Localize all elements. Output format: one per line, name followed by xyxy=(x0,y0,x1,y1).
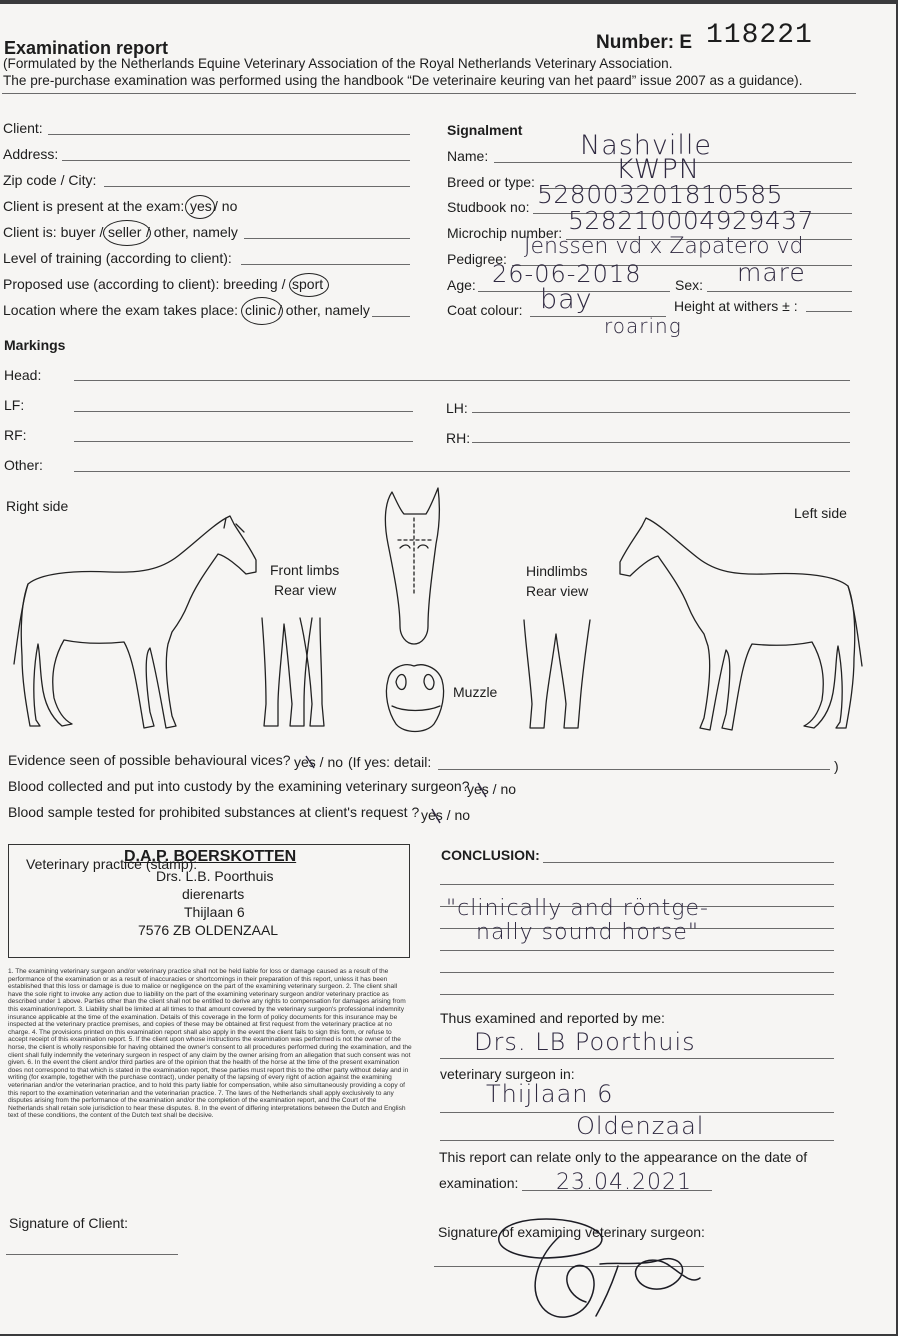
muzzle-label: Muzzle xyxy=(453,684,498,700)
pedigree-value: Jenssen vd x Zapatero vd xyxy=(524,234,804,259)
location-clinic: clinic xyxy=(245,302,277,318)
vices-close-paren: ) xyxy=(834,758,839,774)
subtitle-2: The pre-purchase examination was performed using the handbook “De veterinaire keuring van het paard” issue 2007 as a guidance). xyxy=(3,73,803,88)
studbook-value: 528003201810585 xyxy=(537,180,784,209)
vices-yes-no: yes / no xyxy=(294,754,344,770)
proposed-use-sport: sport xyxy=(292,276,324,292)
location-other: / other, namely xyxy=(278,302,370,318)
examination-report-sheet xyxy=(0,4,896,1334)
examined-by-label: Thus examined and reported by me: xyxy=(440,1010,665,1026)
coat-colour-value-2: roaring xyxy=(604,314,682,338)
horse-name-value: Nashville xyxy=(580,130,713,161)
conditions-small-print: 1. The examining veterinary surgeon and/or veterinary practice shall not be held liable for loss or damage caused as a result of the performance of the examination or as a result of inaccuracies or shortcomings in their preparation of this report, unless it has been established that this loss or damage is due to malice or negligence on the part of the examining veterinary surgeon. 2. The client shall have the sole right to invoke any action due to liability on the part of the examining veterinary surgeon and/or veterinary practice as described under 1 above. Parties other than the client shall not be entitled to derive any rights to compensation for damages arising from this examination/report. 3. Liability shall be limited at all times to that amount covered by the veterinary surgeon's professional indemnity insurance applicable at the time of the examination. Details of this coverage in the form of policy documents for this insurance may be inspected at the veterinary practice premises, and copies of these may be obtained at first request from the veterinary practice at no charge. 4. The provisions printed on this examination report shall also apply in the event the client fails to sign this form, or refuse to accept receipt of this examination report. 5. If the client upon whose instructions the examination was performed is not the owner of the horse, the client is wholly responsible for having obtained the owner's consent to all procedures performed during the examination, and the client shall fully indemnify the veterinary surgeon in respect of any claim by the owner arising from an allegation that such consent was not given. 6. In the event the client and/or third parties are of the opinion that the health of the horse at the time of the present examination does not correspond to that which is stated in the examination report, these parties must report this to the other party without delay and in writing (for example, together with the purchase contract), under penalty of the lapsing of every right of action against the examining veterinarian and/or the veterinarian practice, and to hold this party liable for compensation, while also simultaneously providing a copy of this report to the examination veterinarian and the veterinarian practice. 7. The laws of the Netherlands shall apply exclusively to any disputes arising from the performance of the examination and/or the completion of the examination report, and the Court of the Netherlands shall retain sole jurisdiction to hear these disputes. 8. In the event of differing interpretations between the Dutch and English text of these conditions, the content of the Dutch text shall be decisive. xyxy=(8,968,412,1120)
breed-label: Breed or type: xyxy=(447,174,535,190)
vet-in-value-1: Thijlaan 6 xyxy=(486,1080,614,1108)
client-present-yes: yes xyxy=(190,198,212,214)
stamp-line-3: dierenarts xyxy=(182,886,245,902)
horse-name-label: Name: xyxy=(447,148,489,164)
coat-colour-label: Coat colour: xyxy=(447,302,523,318)
studbook-label: Studbook no: xyxy=(447,199,530,215)
report-number: 118221 xyxy=(706,20,813,51)
microchip-value: 528210004929437 xyxy=(568,206,815,235)
vet-signature-label: Signature of examining veterinary surgeon: xyxy=(438,1224,705,1240)
client-is-label: Client is: buyer / xyxy=(3,224,104,240)
conclusion-text-2: nally sound horse" xyxy=(476,920,699,945)
left-side-label: Left side xyxy=(794,505,847,521)
address-label: Address: xyxy=(3,146,59,162)
marking-head-label: Head: xyxy=(4,367,42,383)
conclusion-label: CONCLUSION: xyxy=(441,847,540,863)
signalment-heading: Signalment xyxy=(447,122,523,138)
relate-text: This report can relate only to the appearance on the date of xyxy=(439,1149,808,1165)
stamp-label: Veterinary practice (stamp): xyxy=(26,856,198,872)
pedigree-label: Pedigree: xyxy=(447,251,507,267)
zip-label: Zip code / City: xyxy=(3,172,97,188)
report-title: Examination report xyxy=(4,38,169,58)
subtitle-1: (Formulated by the Netherlands Equine Veterinary Association of the Royal Netherlands Veterinary Association. xyxy=(3,56,673,71)
marking-other-label: Other: xyxy=(4,457,43,473)
right-side-label: Right side xyxy=(6,498,69,514)
stamp-line-2: Drs. L.B. Poorthuis xyxy=(156,868,274,884)
blood-collected-question: Blood collected and put into custody by the examining veterinary surgeon? xyxy=(8,778,470,794)
training-label: Level of training (according to client): xyxy=(3,250,232,266)
front-limbs-label: Front limbs xyxy=(270,562,340,578)
proposed-use-label: Proposed use (according to client): breeding / xyxy=(3,276,286,292)
location-label: Location where the exam takes place: xyxy=(3,302,239,318)
age-label: Age: xyxy=(447,277,476,293)
conclusion-text-1: "clinically and röntge- xyxy=(446,896,709,921)
vet-in-value-2: Oldenzaal xyxy=(576,1112,705,1140)
number-label: Number: E xyxy=(596,32,693,53)
hind-limbs-label: Hindlimbs xyxy=(526,563,588,579)
vet-handwritten-signature xyxy=(0,4,896,1334)
marking-lf-label: LF: xyxy=(4,397,25,413)
hind-rear-view-label: Rear view xyxy=(526,583,589,599)
microchip-label: Microchip number: xyxy=(447,225,563,241)
blood-tested-yes-no: yes / no xyxy=(421,807,471,823)
marking-rf-label: RF: xyxy=(4,427,27,443)
client-signature-label: Signature of Client: xyxy=(9,1215,129,1231)
front-rear-view-label: Rear view xyxy=(274,582,337,598)
exam-date-value: 23.04.2021 xyxy=(556,1170,692,1195)
exam-date-label: examination: xyxy=(439,1175,519,1191)
breed-value: KWPN xyxy=(616,154,700,185)
client-is-seller: seller xyxy=(108,224,142,240)
client-present-label: Client is present at the exam: xyxy=(3,198,185,214)
client-present-no: / no xyxy=(214,198,238,214)
blood-tested-question: Blood sample tested for prohibited substances at client's request ? xyxy=(8,804,420,820)
sex-label: Sex: xyxy=(675,277,704,293)
height-label: Height at withers ± : xyxy=(674,298,798,314)
client-label: Client: xyxy=(3,120,43,136)
vet-in-label: veterinary surgeon in: xyxy=(440,1066,575,1082)
stamp-practice-name: D.A.P. BOERSKOTTEN xyxy=(124,848,297,865)
markings-heading: Markings xyxy=(4,337,66,353)
coat-colour-value: bay xyxy=(540,284,593,315)
client-is-other: / other, namely xyxy=(146,224,238,240)
vices-question: Evidence seen of possible behavioural vices? xyxy=(8,752,291,768)
examined-by-value: Drs. LB Poorthuis xyxy=(474,1028,696,1056)
vices-detail-label: (If yes: detail: xyxy=(348,754,432,770)
sex-value: mare xyxy=(737,258,806,287)
stamp-line-5: 7576 ZB OLDENZAAL xyxy=(138,922,279,938)
marking-lh-label: LH: xyxy=(446,400,468,416)
stamp-line-4: Thijlaan 6 xyxy=(184,904,245,920)
blood-collected-yes-no: yes / no xyxy=(467,781,517,797)
marking-rh-label: RH: xyxy=(446,430,471,446)
age-value: 26-06-2018 xyxy=(492,260,642,288)
